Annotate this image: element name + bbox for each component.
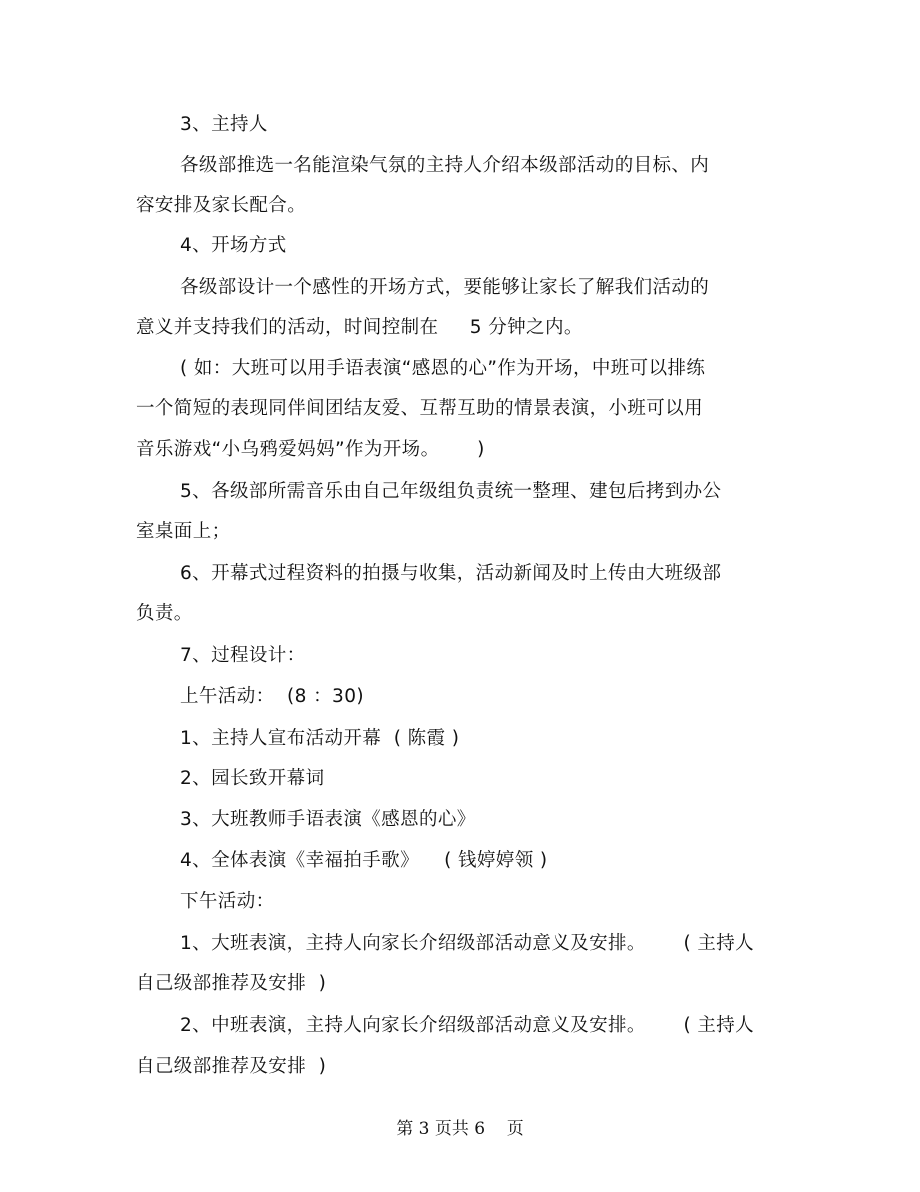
paragraph-line: 负责。: [136, 603, 193, 624]
paragraph-line: 自己级部推荐及安排 ): [136, 1056, 327, 1077]
heading-process: 7、过程设计：: [180, 645, 306, 666]
paragraph-line: 音乐游戏“小乌鸦爱妈妈”作为开场。 ): [136, 439, 485, 460]
schedule-item: 1、主持人宣布活动开幕 ( 陈霞 ): [180, 728, 460, 749]
paragraph-line: 意义并支持我们的活动，时间控制在 5 分钟之内。: [136, 317, 583, 338]
heading-opening: 4、开场方式: [180, 235, 287, 256]
paragraph-line: 5、各级部所需音乐由自己年级组负责统一整理、建包后拷到办公: [180, 481, 722, 502]
afternoon-heading: 下午活动：: [180, 891, 275, 912]
paragraph-line: 6、开幕式过程资料的拍摄与收集，活动新闻及时上传由大班级部: [180, 563, 722, 584]
paragraph-line: 室桌面上；: [136, 521, 231, 542]
paragraph-line: 一个简短的表现同伴间团结友爱、互帮互助的情景表演，小班可以用: [136, 398, 704, 419]
schedule-item: 1、大班表演，主持人向家长介绍级部活动意义及安排。 ( 主持人: [180, 933, 755, 954]
paragraph-line: 各级部设计一个感性的开场方式，要能够让家长了解我们活动的: [180, 277, 710, 298]
paragraph-line: 各级部推选一名能渲染气氛的主持人介绍本级部活动的目标、内: [180, 155, 710, 176]
heading-host: 3、主持人: [180, 114, 268, 135]
paragraph-line: 自己级部推荐及安排 ): [136, 973, 327, 994]
paragraph-line: ( 如：大班可以用手语表演“感恩的心”作为开场，中班可以排练: [180, 358, 706, 379]
page-number-footer: 第 3 页共 6 页: [396, 1119, 524, 1139]
schedule-item: 4、全体表演《幸福拍手歌》 ( 钱婷婷领 ): [180, 850, 548, 871]
morning-heading: 上午活动： (8 ：30): [180, 686, 364, 707]
schedule-item: 3、大班教师手语表演《感恩的心》: [180, 809, 476, 830]
schedule-item: 2、园长致开幕词: [180, 768, 325, 789]
paragraph-line: 容安排及家长配合。: [136, 195, 307, 216]
schedule-item: 2、中班表演，主持人向家长介绍级部活动意义及安排。 ( 主持人: [180, 1015, 755, 1036]
